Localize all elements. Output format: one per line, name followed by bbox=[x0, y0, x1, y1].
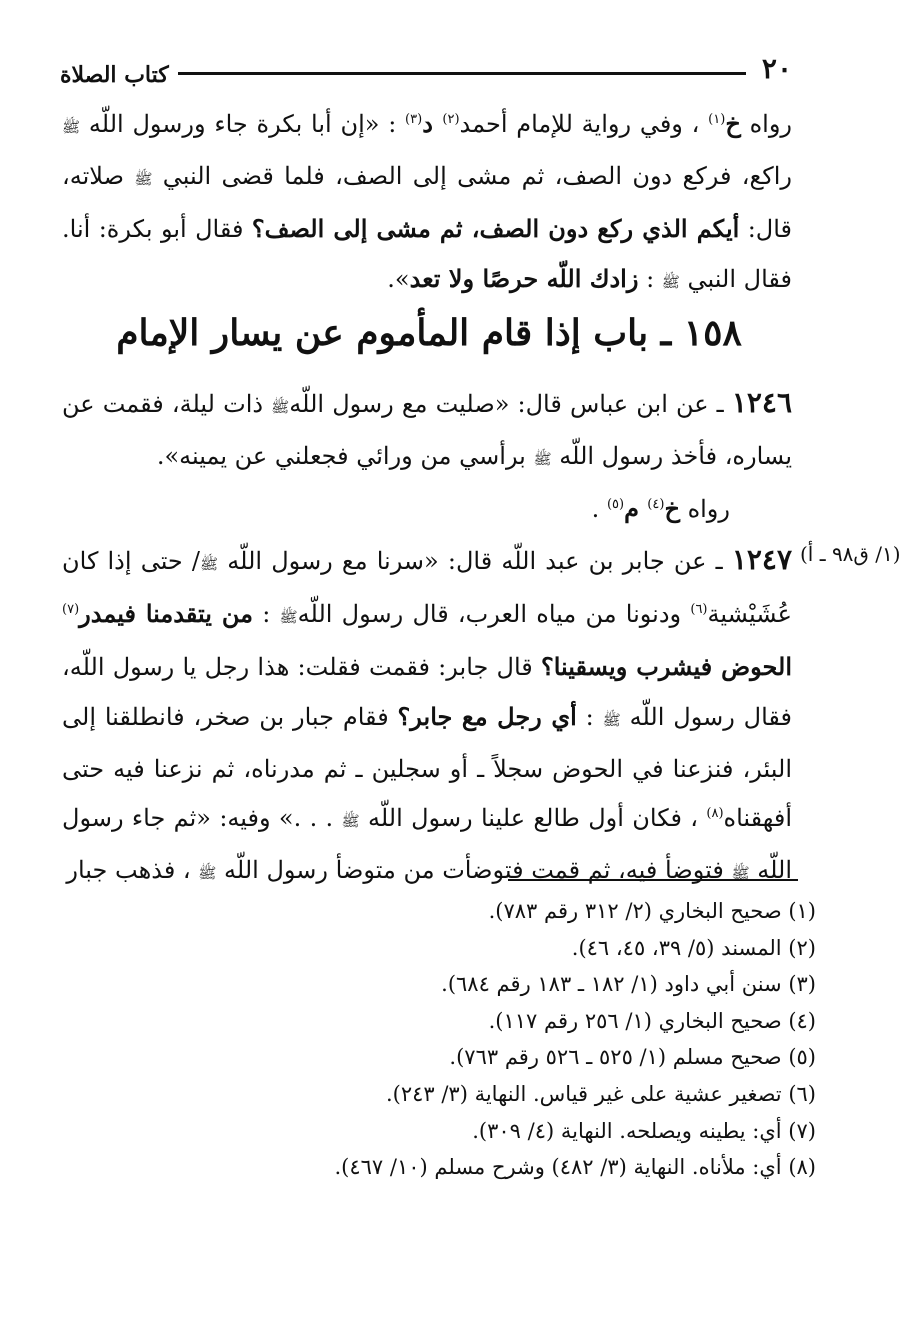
book-title: كتاب الصلاة bbox=[60, 62, 169, 88]
chapter-heading: ١٥٨ ـ باب إذا قام المأموم عن يسار الإمام bbox=[116, 312, 742, 354]
salutation-symbol: ﷺ bbox=[271, 398, 290, 416]
header-rule bbox=[178, 72, 746, 75]
text: ذات ليلة، فقمت عن يساره، فأخذ رسول اللّه bbox=[62, 390, 792, 470]
footnote-8: (٨) أي: ملأناه. النهاية (٣/ ٤٨٢) وشرح مسلم (١٠/ ٤٦٧). bbox=[334, 1155, 816, 1180]
footnote-5: (٥) صحيح مسلم (١/ ٥٢٥ ـ ٥٢٦ رقم ٧٦٣). bbox=[449, 1045, 816, 1070]
text: رواه bbox=[740, 110, 792, 138]
footnote-4: (٤) صحيح البخاري (١/ ٢٥٦ رقم ١١٧). bbox=[488, 1008, 816, 1033]
text: رواه bbox=[679, 495, 730, 523]
text: . bbox=[591, 495, 607, 523]
text: : «إن أبا بكرة جاء ورسول اللّه bbox=[80, 110, 406, 138]
prophetic-quote: أي رجل مع جابر؟ bbox=[397, 702, 577, 731]
hadith-number: ١٢٤٦ bbox=[731, 386, 792, 419]
hadith-1247 bbox=[62, 535, 792, 898]
text: ـ عن ابن عباس قال: «صليت مع رسول اللّه bbox=[289, 390, 732, 418]
text: ودنونا من مياه العرب، قال رسول اللّه bbox=[297, 600, 691, 628]
salutation-symbol: ﷺ bbox=[341, 812, 360, 830]
text: برأسي من ورائي فجعلني عن يمينه». bbox=[156, 442, 534, 470]
text: : bbox=[576, 703, 603, 731]
footnote-separator bbox=[508, 879, 798, 881]
text: قال جابر: فقمت فقلت: هذا رجل يا رسول اللّه، فقال رسول اللّه bbox=[62, 653, 793, 731]
footnote-3: (٣) سنن أبي داود (١/ ١٨٢ ـ ١٨٣ رقم ٦٨٤). bbox=[441, 972, 816, 997]
footnote-1: (١) صحيح البخاري (٢/ ٣١٢ رقم ٧٨٣). bbox=[488, 899, 816, 923]
hadith-1246 bbox=[62, 378, 792, 534]
source-code-kha: خ bbox=[664, 494, 680, 523]
salutation-symbol: ﷺ bbox=[533, 450, 552, 468]
salutation-symbol: ﷺ bbox=[200, 555, 219, 573]
salutation-symbol: ﷺ bbox=[198, 864, 217, 882]
footnote-ref-5[interactable]: (٥) bbox=[606, 497, 625, 512]
prophetic-quote: من يتقدمنا فيمدر bbox=[79, 599, 254, 628]
footnote-ref-7[interactable]: (٧) bbox=[62, 602, 80, 617]
text: : bbox=[638, 265, 662, 293]
text: فقام جبار بن صخر، فانطلقنا إلى البئر، فنزعنا في الحوض سجلاً ـ أو سجلين ـ ثم مدرناه، ثم نزعنا فيه حتى أفهقناه bbox=[62, 703, 792, 832]
salutation-symbol: ﷺ bbox=[62, 118, 81, 136]
footnote-ref-6[interactable]: (٦) bbox=[690, 602, 708, 617]
salutation-symbol: ﷺ bbox=[134, 170, 153, 188]
footnotes-list bbox=[256, 893, 816, 1186]
text: ، فذهب جبار bbox=[66, 856, 199, 884]
intro-paragraph bbox=[62, 99, 792, 307]
text: / حتى إذا كان عُشَيْشية bbox=[62, 547, 792, 628]
footnote-2: (٢) المسند (٥/ ٣٩، ٤٥، ٤٦). bbox=[571, 935, 816, 960]
footnote-ref-2[interactable]: (٢) bbox=[442, 112, 460, 127]
salutation-symbol: ﷺ bbox=[731, 864, 750, 882]
text: ». bbox=[387, 265, 410, 293]
text: . . .» وفيه: «ثم جاء رسول اللّه bbox=[62, 804, 792, 884]
text: ، وفي رواية للإمام أحمد bbox=[459, 110, 709, 138]
text: فقال أبو بكرة: أنا. فقال النبي bbox=[62, 215, 792, 293]
footnote-7: (٧) أي: يطينه ويصلحه. النهاية (٤/ ٣٠٩). bbox=[472, 1118, 816, 1143]
footnote-ref-1[interactable]: (١) bbox=[708, 112, 726, 127]
salutation-symbol: ﷺ bbox=[602, 711, 621, 729]
source-code-mim: م bbox=[624, 494, 648, 523]
footnote-ref-4[interactable]: (٤) bbox=[647, 497, 665, 512]
footnote-6: (٦) تصغير عشية على غير قياس. النهاية (٣/ ٢٤٣). bbox=[385, 1081, 816, 1106]
hadith-number: ١٢٤٧ bbox=[731, 543, 792, 576]
manuscript-margin-reference: (١/ ق٩٨ ـ أ) bbox=[800, 542, 901, 566]
salutation-symbol: ﷺ bbox=[279, 608, 298, 626]
prophetic-quote: أيكم الذي ركع دون الصف، ثم مشى إلى الصف؟ bbox=[251, 214, 740, 243]
text: ـ عن جابر بن عبد اللّه قال: «سرنا مع رسول اللّه bbox=[218, 547, 732, 575]
text: راكع، فركع دون الصف، ثم مشى إلى الصف، فلما قضى النبي bbox=[152, 162, 792, 190]
page-header bbox=[60, 52, 798, 88]
source-code-kha: خ bbox=[725, 109, 741, 138]
text: صلاته، قال: bbox=[62, 162, 793, 243]
hadith-attribution bbox=[62, 484, 792, 534]
page-number: ٢٠ bbox=[761, 52, 792, 85]
source-code-dal: د bbox=[422, 109, 443, 138]
salutation-symbol: ﷺ bbox=[661, 273, 680, 291]
text: : bbox=[253, 600, 280, 628]
text: فتوضأ فيه، ثم قمت فتوضأت من متوضأ رسول اللّه bbox=[216, 856, 732, 884]
text: ، فكان أول طالع علينا رسول اللّه bbox=[359, 804, 707, 832]
footnote-ref-8[interactable]: (٨) bbox=[706, 806, 724, 821]
prophetic-quote: زادك اللّه حرصًا ولا تعد bbox=[409, 264, 639, 293]
footnote-ref-3[interactable]: (٣) bbox=[405, 112, 423, 127]
prophetic-quote: الحوض فيشرب ويسقينا؟ bbox=[540, 652, 792, 681]
